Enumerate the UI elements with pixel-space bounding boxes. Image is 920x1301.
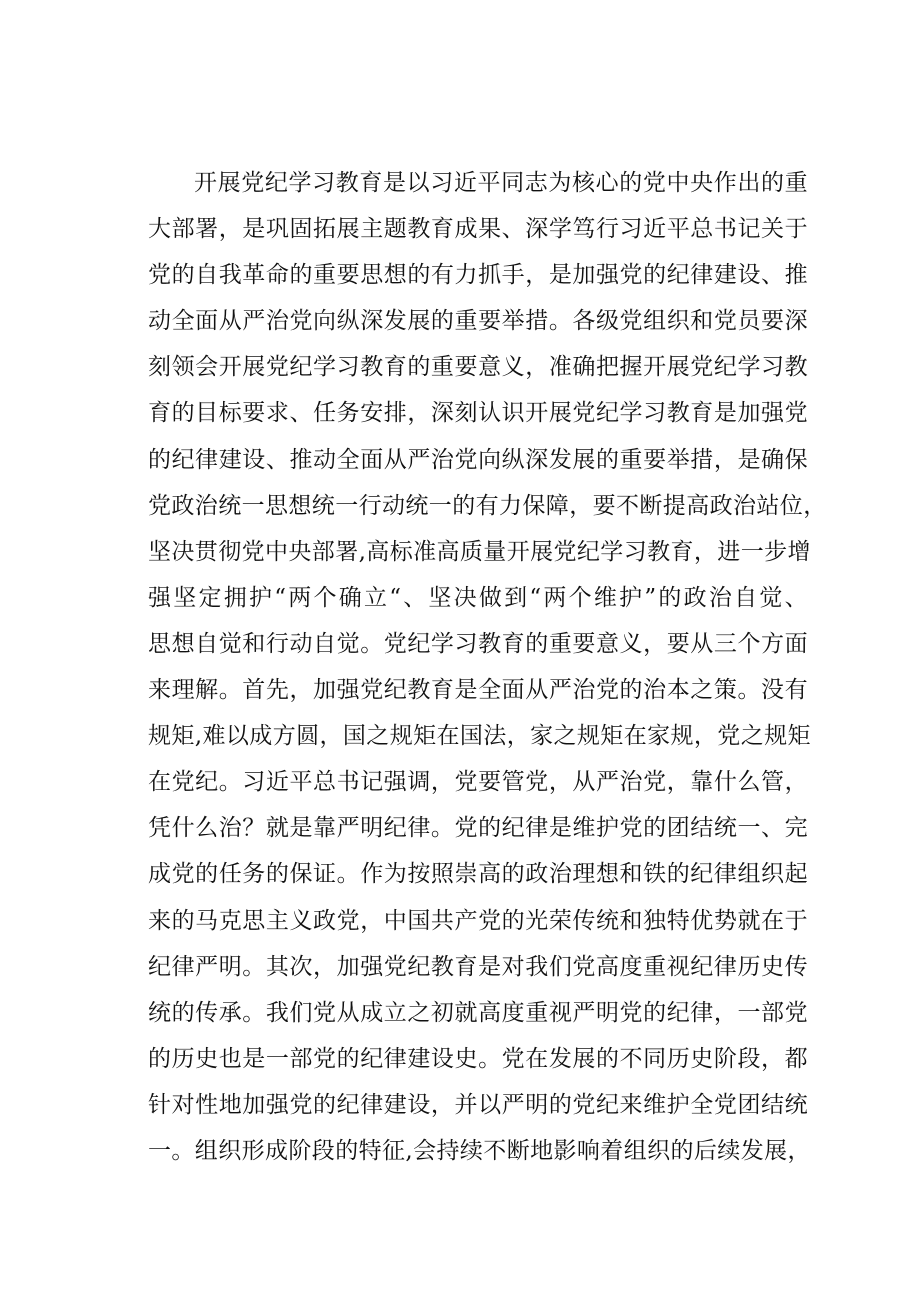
paragraph-line: 的历史也是一部党的纪律建设史。党在发展的不同历史阶段，都 xyxy=(148,1045,808,1072)
paragraph-line: 动全面从严治党向纵深发展的重要举措。各级党组织和党员要深 xyxy=(148,308,808,335)
paragraph-line: 党的自我革命的重要思想的有力抓手，是加强党的纪律建设、推 xyxy=(148,262,808,289)
paragraph-line: 针对性地加强党的纪律建设，并以严明的党纪来维护全党团结统 xyxy=(148,1091,808,1118)
paragraph-line: 一。组织形成阶段的特征,会持续不断地影响着组织的后续发展， xyxy=(148,1137,811,1164)
paragraph-line: 来理解。首先，加强党纪教育是全面从严治党的治本之策。没有 xyxy=(148,677,808,704)
paragraph-line: 规矩,难以成方圆，国之规矩在国法，家之规矩在家规，党之规矩 xyxy=(148,723,811,750)
paragraph-line: 统的传承。我们党从成立之初就高度重视严明党的纪律，一部党 xyxy=(148,999,808,1026)
paragraph-line: 党政治统一思想统一行动统一的有力保障，要不断提高政治站位， xyxy=(148,492,827,519)
paragraph-line: 思想自觉和行动自觉。党纪学习教育的重要意义，要从三个方面 xyxy=(148,630,808,657)
paragraph-line: 育的目标要求、任务安排，深刻认识开展党纪学习教育是加强党 xyxy=(148,400,808,427)
paragraph-line: 成党的任务的保证。作为按照崇高的政治理想和铁的纪律组织起 xyxy=(148,861,808,888)
paragraph-line: 在党纪。习近平总书记强调，党要管党，从严治党，靠什么管， xyxy=(148,769,808,796)
body-paragraph xyxy=(148,160,827,1174)
paragraph-line: 坚决贯彻党中央部署,高标准高质量开展党纪学习教育，进一步增 xyxy=(148,538,811,565)
paragraph-line: 纪律严明。其次，加强党纪教育是对我们党高度重视纪律历史传 xyxy=(148,953,808,980)
paragraph-line: 来的马克思主义政党，中国共产党的光荣传统和独特优势就在于 xyxy=(148,907,808,934)
paragraph-line: 开展党纪学习教育是以习近平同志为核心的党中央作出的重 xyxy=(194,170,808,196)
paragraph-line: 强坚定拥护“两个确立“、坚决做到“两个维护”的政治自觉、 xyxy=(148,584,808,611)
paragraph-line: 的纪律建设、推动全面从严治党向纵深发展的重要举措，是确保 xyxy=(148,446,808,473)
paragraph-line: 大部署，是巩固拓展主题教育成果、深学笃行习近平总书记关于 xyxy=(148,216,808,243)
paragraph-line: 凭什么治？就是靠严明纪律。党的纪律是维护党的团结统一、完 xyxy=(148,815,808,842)
paragraph-line: 刻领会开展党纪学习教育的重要意义，准确把握开展党纪学习教 xyxy=(148,354,808,381)
